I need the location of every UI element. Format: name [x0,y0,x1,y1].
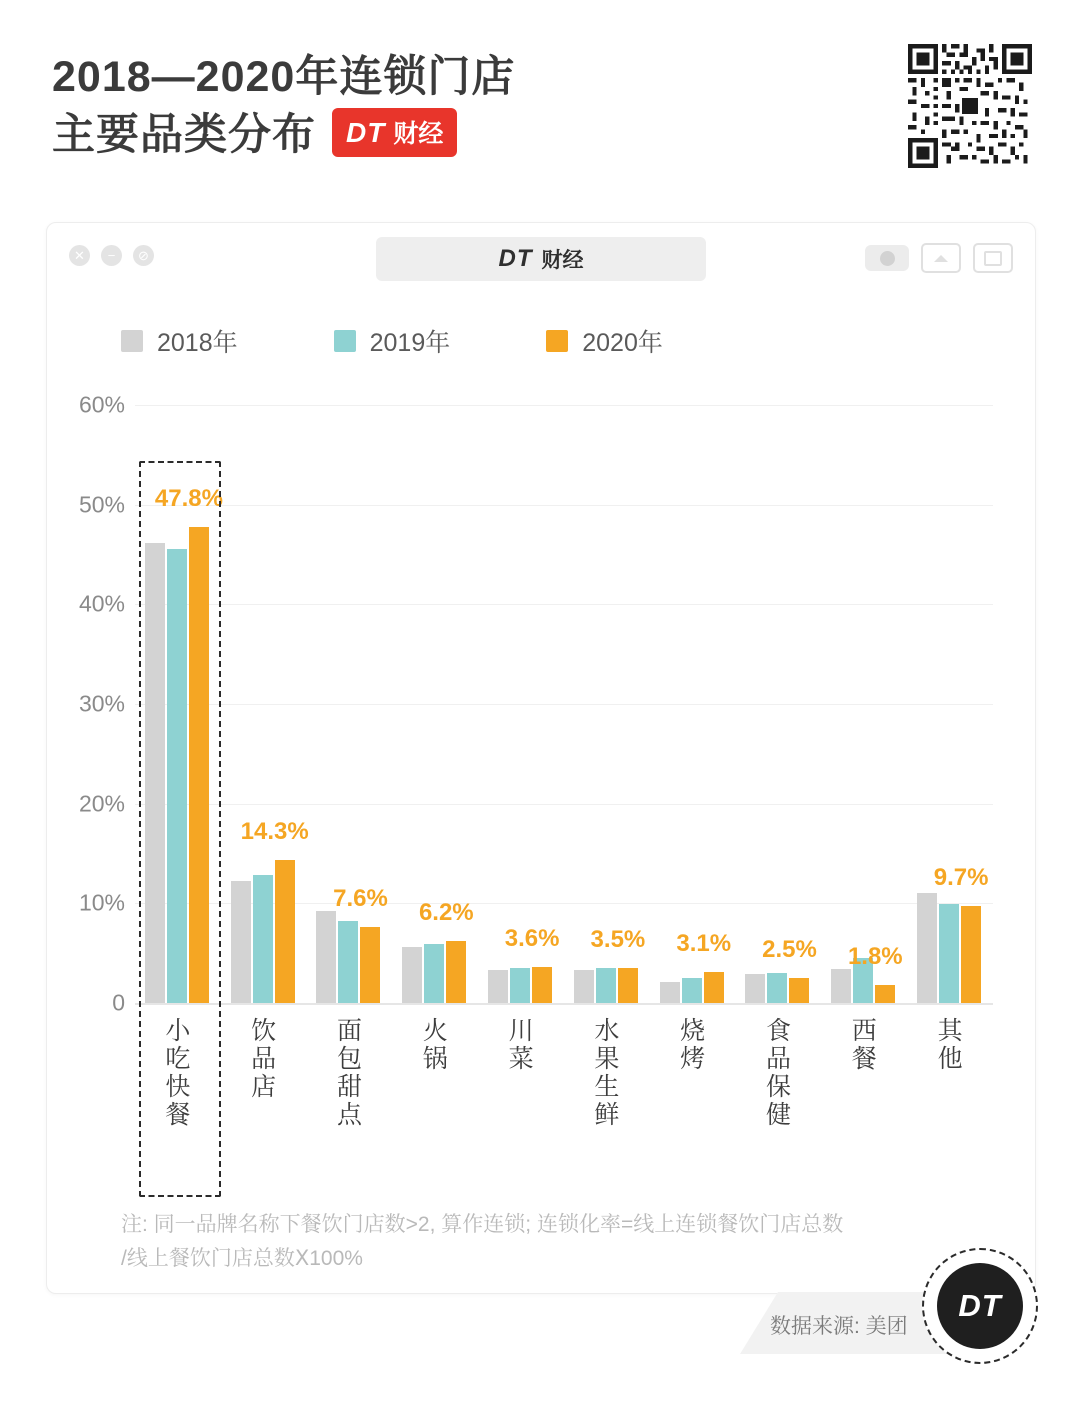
bar-value-label: 14.3% [240,818,309,846]
brand-badge-dt: DT [346,116,386,148]
qr-code-icon[interactable] [908,44,1032,168]
chart-bar[interactable] [961,906,981,1003]
legend-item-2020[interactable] [546,323,663,359]
chart-bar-group [821,383,907,1073]
y-axis-tick-label: 40% [78,590,125,617]
chart-bars-layer [135,383,993,1129]
legend-item-2019[interactable] [334,323,451,359]
x-axis-category-label: 小吃快餐 [165,1017,191,1129]
bar-value-label: 47.8% [154,484,223,512]
address-bar-dt: DT [498,245,533,272]
y-axis-tick-label: 30% [78,690,125,717]
y-axis-tick-label: 10% [78,889,125,916]
qr-code-svg [908,44,1032,168]
bar-value-label: 2.5% [762,936,817,964]
chart-bar-group [650,383,736,1073]
chart-footnote [121,1208,981,1275]
chart-bar[interactable] [789,978,809,1003]
chart-bar[interactable] [167,549,187,1003]
window-icon[interactable] [973,243,1013,273]
chart-bar[interactable] [875,985,895,1003]
chart-bar[interactable] [704,972,724,1003]
title-block [52,48,752,164]
block-icon[interactable]: ⊘ [133,245,154,266]
chart-bar[interactable] [275,860,295,1003]
address-bar-cn: 财经 [541,249,584,272]
chart-bar[interactable] [424,944,444,1003]
chart-bar-group [564,383,650,1129]
bar-value-label: 3.1% [676,930,732,958]
title-row-2 [52,106,752,164]
chart-bar[interactable] [532,967,552,1003]
browser-chrome-bar [47,223,1035,293]
chart-bar-group [907,383,993,1073]
chart-plot-area [47,383,1035,1183]
chart-card [46,222,1036,1294]
legend-swatch-2019 [334,330,356,352]
chart-bar[interactable] [574,970,594,1003]
footnote-line-2: /线上餐饮门店总数Ⅹ100% [121,1246,363,1270]
brand-badge-cn: 财经 [393,119,444,148]
bar-value-label: 7.6% [333,885,388,913]
x-axis-category-label: 饮品店 [251,1017,277,1101]
chart-bar[interactable] [360,927,380,1003]
close-icon[interactable]: ✕ [69,245,90,266]
chart-bar[interactable] [917,893,937,1003]
page-header [0,0,1080,205]
chart-bar[interactable] [189,527,209,1003]
window-controls [69,245,154,266]
bar-value-label: 6.2% [418,899,474,927]
chart-bar[interactable] [446,941,466,1003]
brand-badge [332,108,457,157]
address-bar[interactable] [376,237,706,281]
legend-swatch-2020 [546,330,568,352]
y-axis-tick-label: 0 [112,989,125,1016]
legend-swatch-2018 [121,330,143,352]
chart-bar[interactable] [767,973,787,1003]
x-axis-category-label: 川菜 [508,1017,534,1073]
chart-bar-group [221,383,309,1101]
bar-value-label: 1.8% [847,943,903,971]
legend-item-2018[interactable] [121,323,238,359]
x-axis-category-label: 火锅 [422,1017,448,1073]
chart-bar[interactable] [660,982,680,1003]
bar-value-label: 3.5% [590,926,646,954]
legend-label-2018: 2018年 [157,329,238,357]
y-axis-tick-label: 50% [78,491,125,518]
chart-bar-group [736,383,822,1129]
chart-bar[interactable] [831,969,851,1003]
x-axis-category-label: 西餐 [851,1017,877,1073]
x-axis-category-label: 食品保健 [765,1017,791,1129]
home-icon[interactable] [921,243,961,273]
chart-bar-group [478,383,564,1073]
chart-bar[interactable] [488,970,508,1003]
browser-actions [865,243,1013,273]
chart-bar[interactable] [231,881,251,1003]
chart-bar[interactable] [510,968,530,1003]
page-title-line1: 2018—2020年连锁门店 [52,53,516,101]
source-label: 数据来源: 美团 [770,1315,908,1338]
x-axis-category-label: 烧烤 [680,1017,706,1073]
x-axis-category-label: 水果生鲜 [594,1017,620,1129]
dt-seal-logo [922,1248,1038,1364]
chart-bar[interactable] [596,968,616,1003]
chart-bar[interactable] [402,947,422,1003]
y-axis-tick-label: 20% [78,790,125,817]
chart-bar[interactable] [338,921,358,1003]
x-axis-category-label: 其他 [937,1017,963,1073]
footnote-line-1: 注: 同一品牌名称下餐饮门店数>2, 算作连锁; 连锁化率=线上连锁餐饮门店总数 [121,1213,844,1236]
chart-bar[interactable] [253,875,273,1003]
chart-bar[interactable] [682,978,702,1003]
chart-bar-group [392,383,478,1073]
chart-bar-group [307,383,393,1129]
legend-label-2019: 2019年 [369,329,451,357]
page-title-line2: 主要品类分布 [52,111,316,160]
chart-bar[interactable] [939,904,959,1003]
y-axis-tick-label: 60% [78,391,125,418]
x-axis-category-label: 面包甜点 [336,1017,362,1129]
chart-bar[interactable] [316,911,336,1003]
dt-seal-text: DT [937,1263,1023,1349]
chart-bar[interactable] [618,968,638,1003]
minimize-icon[interactable]: − [101,245,122,266]
circle-icon[interactable] [865,245,909,271]
legend-label-2020: 2020年 [582,329,663,357]
chart-bar-group [135,383,223,1129]
chart-legend [121,323,663,359]
chart-bar[interactable] [745,974,765,1003]
bar-value-label: 3.6% [504,925,560,953]
bar-value-label: 9.7% [933,864,989,892]
chart-bar[interactable] [145,543,165,1003]
